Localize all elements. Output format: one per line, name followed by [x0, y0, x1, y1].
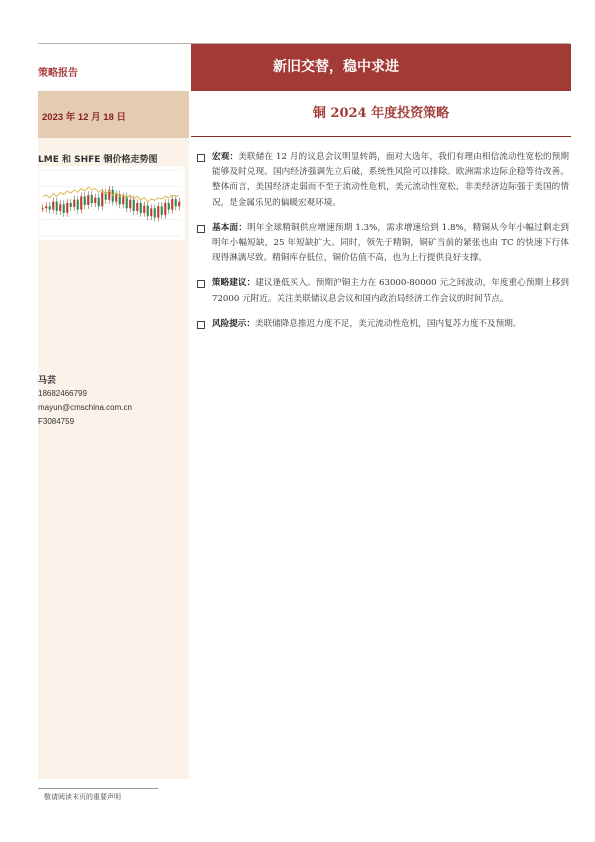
- candle-body: [94, 198, 96, 203]
- bullet-text: 美联储降息推迟力度不足，美元流动性危机，国内复苏力度不及预期。: [254, 318, 522, 329]
- analyst-phone: 18682466799: [38, 389, 87, 398]
- bullet-label: 宏观：: [212, 152, 239, 162]
- candle-body: [171, 199, 173, 210]
- candle-body: [91, 195, 93, 203]
- candle-body: [154, 208, 156, 217]
- candle-body: [80, 196, 82, 209]
- candle-body: [157, 206, 159, 217]
- candle-body: [56, 202, 58, 211]
- checkbox-square-icon: [197, 280, 205, 288]
- bullet-risk: [197, 317, 569, 332]
- candle-body: [150, 208, 152, 216]
- title-rule: [191, 136, 571, 137]
- summary-bullets: [197, 150, 569, 342]
- analyst-license: F3084759: [38, 417, 75, 426]
- bullet-text: 明年全球精铜供应增速预期 1.3%，需求增速给到 1.8%，精铜从今年小幅过剩走到明年小幅短缺，25 年短缺扩大。同时，领先于精铜，铜矿当前的紧张也由 TC 的快速下行体现得淋漓尽致。精铜库存低位，铜价估值不高，也为上行提供良好支撑。: [212, 222, 569, 264]
- candle-body: [122, 196, 124, 204]
- series-line: [43, 187, 180, 202]
- candle-body: [143, 206, 145, 213]
- candle-body: [59, 204, 61, 211]
- candle-body: [175, 199, 177, 206]
- bullet-strategy: [197, 276, 569, 306]
- candle-body: [164, 203, 166, 215]
- candle-body: [77, 200, 79, 210]
- candle-body: [133, 200, 135, 211]
- footer-rule: [38, 788, 158, 789]
- checkbox-square-icon: [197, 154, 205, 162]
- checkbox-square-icon: [197, 225, 205, 233]
- candle-body: [147, 206, 149, 217]
- bullet-text: 建议逢低买入。预期沪铜主力在 63000-80000 元之间波动，年度重心预期上移到 72000 元附近。关注美联储议息会议和国内政治局经济工作会议的时间节点。: [212, 278, 569, 304]
- candle-body: [66, 203, 68, 213]
- candle-body: [45, 206, 47, 208]
- bullet-fundamentals: [197, 221, 569, 267]
- candle-body: [168, 203, 170, 210]
- price-chart: [39, 166, 185, 240]
- candle-body: [49, 206, 51, 209]
- candle-body: [115, 194, 117, 201]
- candle-body: [84, 196, 86, 205]
- candle-body: [73, 200, 75, 207]
- candle-body: [52, 202, 54, 210]
- analyst-name: 马芸: [38, 376, 57, 386]
- checkbox-square-icon: [197, 321, 205, 329]
- bullet-macro: [197, 150, 569, 211]
- candle-body: [87, 195, 89, 205]
- footer-disclaimer: 敬请阅读末页的重要声明: [44, 793, 121, 801]
- analyst-email[interactable]: mayun@cmschina.com.cn: [38, 403, 132, 412]
- candle-body: [98, 198, 100, 207]
- candle-body: [140, 203, 142, 213]
- candle-body: [42, 208, 44, 209]
- candle-body: [63, 204, 65, 213]
- candle-body: [129, 200, 131, 209]
- bullet-label: 风险提示：: [212, 318, 255, 329]
- bullet-text: 美联储在 12 月的议息会议明显转鸽，面对大选年，我们有理由相信流动性宽松的预期能够及时兑现。国内经济强调先立后破，系统性风险可以排除。欧洲需求边际企稳等待改善。整体而言，美国经济走弱而不至于流动性危机，美元流动性宽松，非美经济边际强于美国的情况，是金属乐见的偏暖宏观环境。: [212, 152, 569, 208]
- bullet-label: 基本面：: [212, 222, 248, 233]
- candle-body: [101, 192, 103, 206]
- candle-body: [178, 202, 180, 207]
- report-title: 铜 2024 年度投资策略: [312, 106, 450, 121]
- report-date: 2023 年 12 月 18 日: [42, 112, 126, 123]
- header-slogan: 新旧交替，稳中求进: [273, 59, 399, 75]
- bullet-label: 策略建议：: [212, 278, 256, 289]
- candle-body: [70, 203, 72, 207]
- candle-body: [161, 206, 163, 215]
- candle-body: [136, 203, 138, 211]
- price-chart-svg: [39, 166, 185, 240]
- report-type: 策略报告: [38, 68, 78, 79]
- chart-title: LME 和 SHFE 铜价格走势图: [38, 155, 158, 165]
- candle-body: [112, 190, 114, 202]
